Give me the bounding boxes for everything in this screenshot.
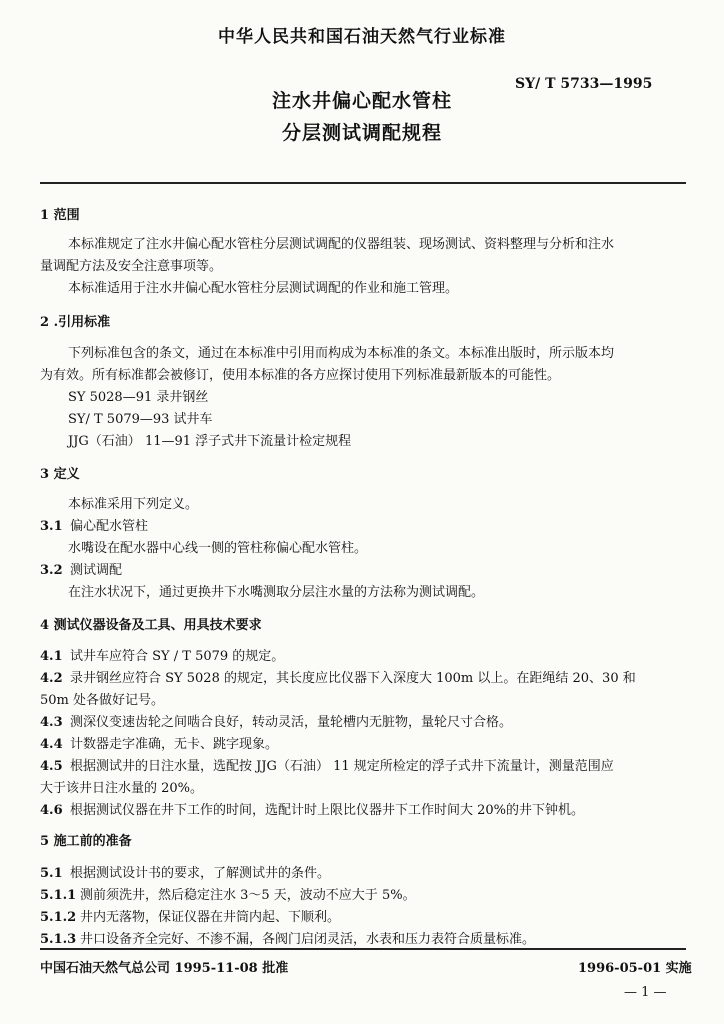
item-5-1-2-number: 5.1.2 [40,910,77,925]
item-4-5-number: 4.5 [40,759,63,774]
section-1-para-1-line-1: 本标准规定了注水井偏心配水管柱分层测试调配的仪器组装、现场测试、资料整理与分析和注水 [68,237,615,252]
item-4-2 [40,667,636,686]
title-line-2: 分层测试调配规程 [281,122,442,144]
top-divider [40,182,686,184]
item-4-4-text: 计数器走字准确，无卡、跳字现象。 [70,737,279,752]
definition-3-2-term: 测试调配 [70,563,123,578]
page-number: — 1 — [624,985,667,1000]
effective-date: 1996-05-01 实施 [578,961,692,976]
definition-3-1-text: 水嘴设在配水器中心线一侧的管柱称偏心配水管柱。 [68,541,368,556]
item-4-3-text: 测深仪变速齿轮之间啮合良好，转动灵活，量轮槽内无脏物，量轮尺寸合格。 [70,715,513,730]
definition-3-2 [40,559,122,578]
bottom-divider [40,948,686,950]
item-4-1-text: 试井车应符合 SY / T 5079 的规定。 [70,649,285,664]
item-5-1-2 [40,906,340,925]
reference-1: SY 5028—91 录井钢丝 [68,390,209,405]
item-4-5 [40,755,614,774]
section-3-intro: 本标准采用下列定义。 [68,497,199,512]
item-4-6 [40,799,584,818]
item-5-1-3 [40,928,535,947]
item-4-1 [40,645,284,664]
item-4-5-text-line-1: 根据测试井的日注水量，选配按 JJG（石油） 11 规定所检定的浮子式井下流量计，测量范围应 [70,759,614,774]
item-5-1-number: 5.1 [40,866,63,881]
item-5-1-3-text: 井口设备齐全完好、不渗不漏，各阀门启闭灵活，水表和压力表符合质量标准。 [80,932,536,947]
item-4-4 [40,733,278,752]
standard-code: SY/ T 5733—1995 [515,76,653,92]
definition-3-1-term: 偏心配水管柱 [70,519,149,534]
section-2-para-line-2: 为有效。所有标准都会被修订，使用本标准的各方应探讨使用下列标准最新版本的可能性。 [40,368,561,383]
section-2-heading: 2 .引用标准 [40,315,111,330]
section-1-heading: 1 范围 [40,208,80,223]
item-4-2-text-line-2: 50m 处各做好记号。 [40,693,165,708]
item-5-1-3-number: 5.1.3 [40,932,77,947]
section-1-para-2: 本标准适用于注水井偏心配水管柱分层测试调配的作业和施工管理。 [68,281,459,296]
item-4-4-number: 4.4 [40,737,63,752]
reference-2: SY/ T 5079—93 试井车 [68,412,213,427]
item-5-1-2-text: 井内无落物，保证仪器在井筒内起、下顺利。 [80,910,341,925]
item-4-2-text-line-1: 录井钢丝应符合 SY 5028 的规定，其长度应比仪器下入深度大 100m 以上。在距绳结 20、30 和 [70,671,636,686]
item-5-1-text: 根据测试设计书的要求，了解测试井的条件。 [70,866,331,881]
item-4-3 [40,711,512,730]
item-4-5-text-line-2: 大于该井日注水量的 20%。 [40,781,204,796]
section-2-para-line-1: 下列标准包含的条文，通过在本标准中引用而构成为本标准的条文。本标准出版时，所示版本均 [68,346,615,361]
section-1-para-1-line-2: 量调配方法及安全注意事项等。 [40,259,223,274]
item-4-6-text: 根据测试仪器在井下工作的时间，选配计时上限比仪器井下工作时间大 20%的井下钟机。 [70,803,585,818]
item-5-1-1 [40,884,416,903]
item-5-1 [40,862,330,881]
item-4-2-number: 4.2 [40,671,63,686]
definition-3-2-text: 在注水状况下，通过更换井下水嘴测取分层注水量的方法称为测试调配。 [68,585,485,600]
item-4-1-number: 4.1 [40,649,63,664]
title-line-1: 注水井偏心配水管柱 [271,90,452,112]
approval-line: 中国石油天然气总公司 1995-11-08 批准 [40,961,289,976]
section-4-heading: 4 测试仪器设备及工具、用具技术要求 [40,618,262,633]
definition-3-2-number: 3.2 [40,563,63,578]
item-4-3-number: 4.3 [40,715,63,730]
item-5-1-1-number: 5.1.1 [40,888,77,903]
reference-3: JJG（石油） 11—91 浮子式井下流量计检定规程 [68,434,352,449]
section-5-heading: 5 施工前的准备 [40,834,132,849]
item-4-6-number: 4.6 [40,803,63,818]
item-5-1-1-text: 测前须洗井，然后稳定注水 3～5 天，波动不应大于 5%。 [80,888,416,903]
issuing-organization: 中华人民共和国石油天然气行业标准 [218,27,506,47]
section-3-heading: 3 定义 [40,467,80,482]
definition-3-1-number: 3.1 [40,519,63,534]
definition-3-1 [40,515,148,534]
